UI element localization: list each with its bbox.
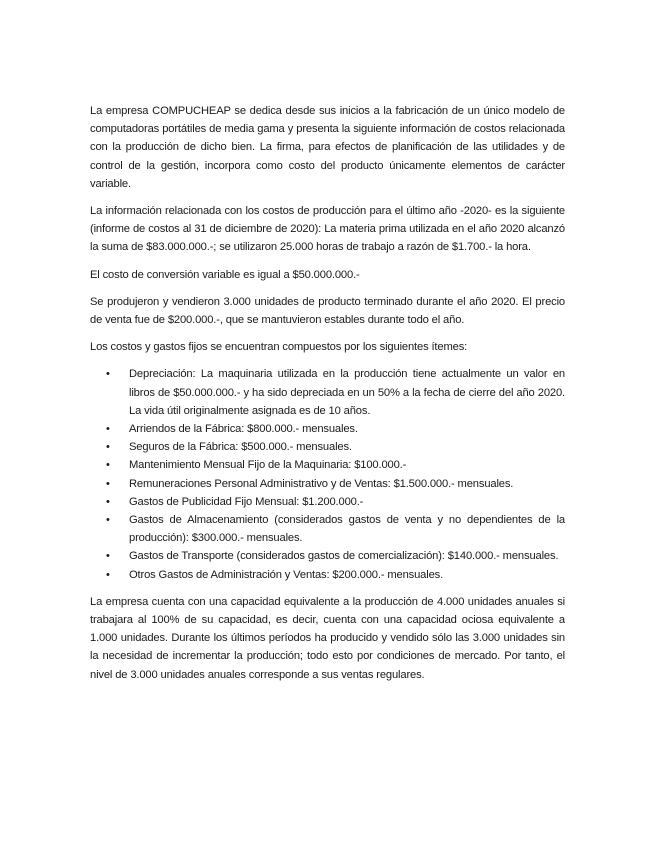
list-item-text: Seguros de la Fábrica: $500.000.- mensuales. — [129, 441, 352, 454]
list-item-text: Otros Gastos de Administración y Ventas: $200.000.- mensuales. — [129, 568, 444, 581]
list-item-text: Depreciación: La maquinaria utilizada en la producción tiene actualmente un valor en libros de $50.000.000.- y ha sido depreciada en un 50% a la fecha de cierre del año 2020. La vida útil originalmente asignada es de 10 años. — [129, 368, 565, 417]
capacity-paragraph: La empresa cuenta con una capacidad equivalente a la producción de 4.000 unidades anuales si trabajara al 100% de su capacidad, es decir, cuenta con una capacidad ociosa equivalente a 1.000 unidades. Durante los últimos períodos ha producido y vendido sólo las 3.000 unidades sin la necesidad de incrementar la producción; todo esto por condiciones de mercado. Por tanto, el nivel de 3.000 unidades anuales corresponde a sus ventas regulares. — [90, 595, 565, 681]
conversion-cost-paragraph: El costo de conversión variable es igual a $50.000.000.- — [90, 268, 360, 281]
list-item-text: Gastos de Transporte (considerados gastos de comercialización): $140.000.- mensuales. — [129, 550, 559, 563]
list-item-text: Gastos de Almacenamiento (considerados gastos de venta y no dependientes de la producción): $300.000.- mensuales. — [129, 514, 565, 545]
list-item — [106, 493, 565, 511]
bullet-icon: • — [106, 368, 110, 381]
list-item-text: Remuneraciones Personal Administrativo y de Ventas: $1.500.000.- mensuales. — [129, 477, 514, 490]
list-item — [106, 511, 565, 547]
bullet-icon: • — [106, 568, 110, 581]
list-item-text: Mantenimiento Mensual Fijo de la Maquinaria: $100.000.- — [129, 459, 407, 472]
list-item — [106, 438, 565, 456]
list-item — [106, 456, 565, 474]
bullet-icon: • — [106, 459, 110, 472]
list-item-text: Arriendos de la Fábrica: $800.000.- mensuales. — [129, 423, 358, 436]
document-body — [90, 102, 565, 693]
fixed-costs-list — [90, 365, 565, 583]
bullet-icon: • — [106, 514, 110, 527]
list-item — [106, 365, 565, 420]
bullet-icon: • — [106, 495, 110, 508]
units-sold-paragraph: Se produjeron y vendieron 3.000 unidades de producto terminado durante el año 2020. El precio de venta fue de $200.000.-, que se mantuvieron estables durante todo el año. — [90, 295, 565, 327]
production-costs-paragraph: La información relacionada con los costos de producción para el último año -2020- es la siguiente (informe de costos al 31 de diciembre de 2020): La materia prima utilizada en el año 2020 alcanzó la suma de $83.000.000.-; se utilizaron 25.000 horas de trabajo a razón de $1.700.- la hora. — [90, 205, 565, 254]
intro-paragraph: La empresa COMPUCHEAP se dedica desde sus inicios a la fabricación de un único modelo de computadoras portátiles de media gama y presenta la siguiente información de costos relacionada con la producción de dicho bien. La firma, para efectos de planificación de las utilidades y de control de la gestión, incorpora como costo del producto únicamente elementos de carácter variable. — [90, 105, 565, 190]
bullet-icon: • — [106, 441, 110, 454]
bullet-icon: • — [106, 477, 110, 490]
list-item — [106, 566, 565, 584]
bullet-icon: • — [106, 550, 110, 563]
list-item — [106, 547, 565, 565]
list-item-text: Gastos de Publicidad Fijo Mensual: $1.200.000.- — [129, 495, 364, 508]
list-item — [106, 475, 565, 493]
fixed-costs-intro-paragraph: Los costos y gastos fijos se encuentran compuestos por los siguientes ítemes: — [90, 341, 468, 354]
bullet-icon: • — [106, 423, 110, 436]
list-item — [106, 420, 565, 438]
